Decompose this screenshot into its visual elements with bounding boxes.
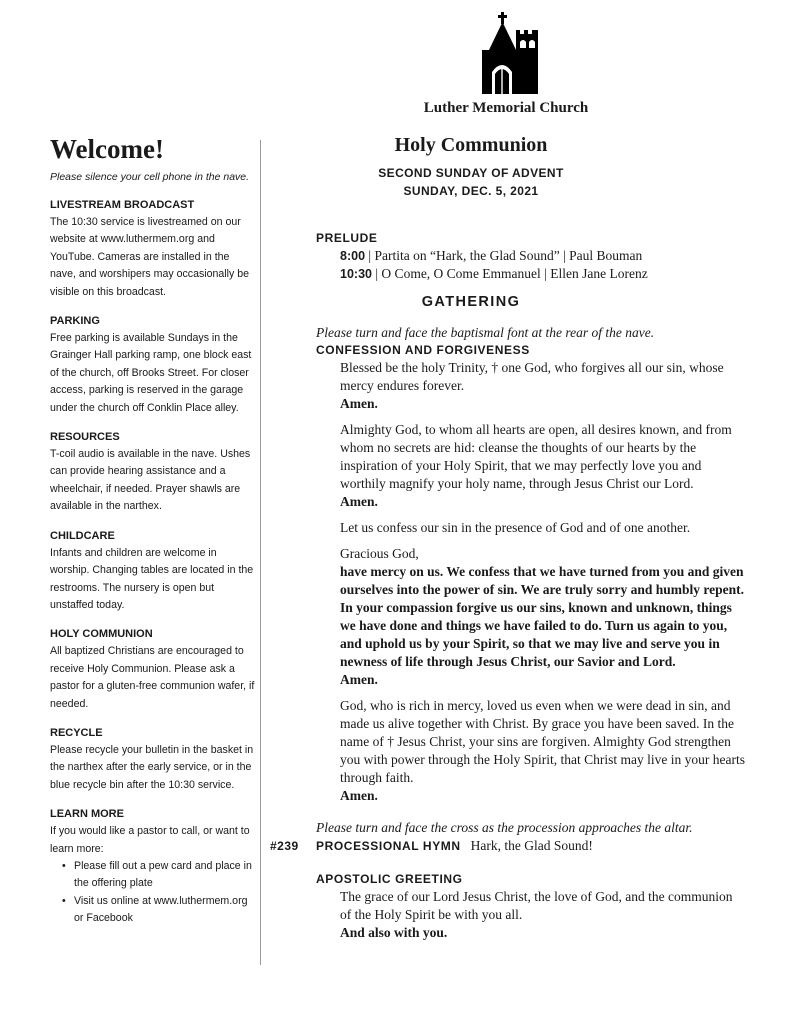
section-heading: RECYCLE [50, 726, 103, 739]
service-subtitle-day: SECOND SUNDAY OF ADVENT [378, 166, 564, 180]
list-item-text: Please fill out a pew card and place in the offering plate [74, 859, 252, 890]
greeting-text: The grace of our Lord Jesus Christ, the love of God, and the communion of the Holy Spirit be with you all. [340, 889, 733, 922]
list-item [62, 893, 255, 928]
confession-p2: Almighty God, to whom all hearts are open, all desires known, and from whom no secrets are hid: cleanse the thoughts of our hearts by the inspiration of your Holy Spirit, that we may perfectly love you and worthily magnify your holy name, through Jesus Christ our Lord. [340, 422, 732, 491]
section-heading: LEARN MORE [50, 808, 124, 821]
prelude-time: 10:30 [340, 267, 372, 281]
hymn-title: Hark, the Glad Sound! [470, 838, 593, 853]
rubric-font: Please turn and face the baptismal font at the rear of the nave. [316, 325, 655, 340]
greeting-heading: APOSTOLIC GREETING [316, 872, 463, 886]
section-body: T-coil audio is available in the nave. Ushes can provide hearing assistance and a wheelchair, if needed. Prayer shawls are available in the narthex. [50, 448, 251, 513]
list-item [62, 858, 255, 893]
amen-response: Amen. [340, 494, 378, 509]
recycle-section [50, 726, 255, 794]
welcome-title: Welcome! [50, 134, 164, 164]
confession-p4-prayer: have mercy on us. We confess that we have turned from you and given ourselves into the power of sin. We are truly sorry and humbly repent. In your compassion forgive us our sins, known and unknown, things we have done and things we have failed to do. Turn us again to you, and uphold us by your Spirit, so that we may live and serve you in newness of life through Jesus Christ, our Savior and Lord. [340, 564, 745, 669]
prelude-text: | Partita on “Hark, the Glad Sound” | Paul Bouman [365, 248, 643, 263]
learn-more-list [50, 858, 255, 928]
silence-phone-note: Please silence your cell phone in the nave. [50, 171, 250, 183]
section-heading: LIVESTREAM BROADCAST [50, 199, 195, 211]
gathering-heading: GATHERING [421, 294, 521, 310]
confession-p4-lead: Gracious God, [340, 546, 419, 561]
bullet-icon: • [62, 859, 66, 872]
prelude-text: | O Come, O Come Emmanuel | Ellen Jane Lorenz [371, 266, 648, 281]
childcare-section [50, 529, 255, 615]
hymn-number: #239 [270, 839, 299, 853]
section-body: If you would like a pastor to call, or want to learn more: [50, 825, 250, 855]
prelude-line-1030 [316, 265, 746, 283]
resources-section [50, 430, 255, 516]
confession-heading: CONFESSION AND FORGIVENESS [316, 343, 530, 357]
section-heading: CHILDCARE [50, 529, 115, 542]
service-title: Holy Communion [394, 134, 548, 156]
section-body: Infants and children are welcome in worship. Changing tables are located in the restrooms. The nursery is open but unstaffed today. [50, 546, 254, 611]
parking-section [50, 314, 255, 417]
confession-p3: Let us confess our sin in the presence of God and of one another. [340, 520, 691, 535]
section-body: The 10:30 service is livestreamed on our website at www.luthermem.org and YouTube. Cameras are installed in the nave, and worshipers may occasionally be visible on this broadcast. [50, 216, 250, 298]
church-building-icon [474, 12, 540, 94]
list-item-text: Visit us online at www.luthermem.org or Facebook [74, 894, 248, 925]
hymn-label: PROCESSIONAL HYMN [316, 839, 461, 853]
section-body: Please recycle your bulletin in the basket in the narthex after the early service, or in the blue recycle bin after the 10:30 service. [50, 743, 254, 791]
processional-hymn-row [270, 837, 746, 855]
learn-more-section [50, 807, 255, 927]
holy-communion-section [50, 627, 255, 713]
section-body: Free parking is available Sundays in the Grainger Hall parking ramp, one block east of the church, off Brooks Street. For closer access, parking is reserved in the garage under the church off Conklin Place alley. [50, 332, 252, 414]
section-body: All baptized Christians are encouraged to receive Holy Communion. Please ask a pastor for a gluten-free communion wafer, if needed. [50, 645, 255, 710]
amen-response: Amen. [340, 396, 378, 411]
bullet-icon: • [62, 894, 66, 907]
welcome-sidebar [50, 132, 255, 941]
amen-response: Amen. [340, 672, 378, 687]
prelude-heading: PRELUDE [316, 231, 378, 245]
service-subtitle-date: SUNDAY, DEC. 5, 2021 [403, 184, 539, 198]
prelude-line-8am [316, 247, 746, 265]
section-heading: PARKING [50, 315, 100, 328]
church-name: Luther Memorial Church [423, 100, 589, 116]
church-logo [474, 12, 540, 94]
greeting-response: And also with you. [340, 925, 448, 940]
section-heading: HOLY COMMUNION [50, 628, 153, 641]
order-of-worship [270, 132, 746, 942]
prelude-time: 8:00 [340, 249, 366, 263]
section-heading: RESOURCES [50, 431, 120, 444]
confession-p5: God, who is rich in mercy, loved us even when we were dead in sin, and made us alive together with Christ. By grace you have been saved. In the name of † Jesus Christ, your sins are forgiven. Almighty God strengthen you with power through the Holy Spirit, that Christ may live in your hearts through faith. [340, 698, 745, 785]
livestream-section [50, 198, 255, 301]
rubric-cross: Please turn and face the cross as the procession approaches the altar. [316, 820, 693, 835]
amen-response: Amen. [340, 788, 378, 803]
confession-p1: Blessed be the holy Trinity, † one God, who forgives all our sin, whose mercy endures forever. [340, 360, 724, 393]
column-divider [260, 140, 261, 965]
